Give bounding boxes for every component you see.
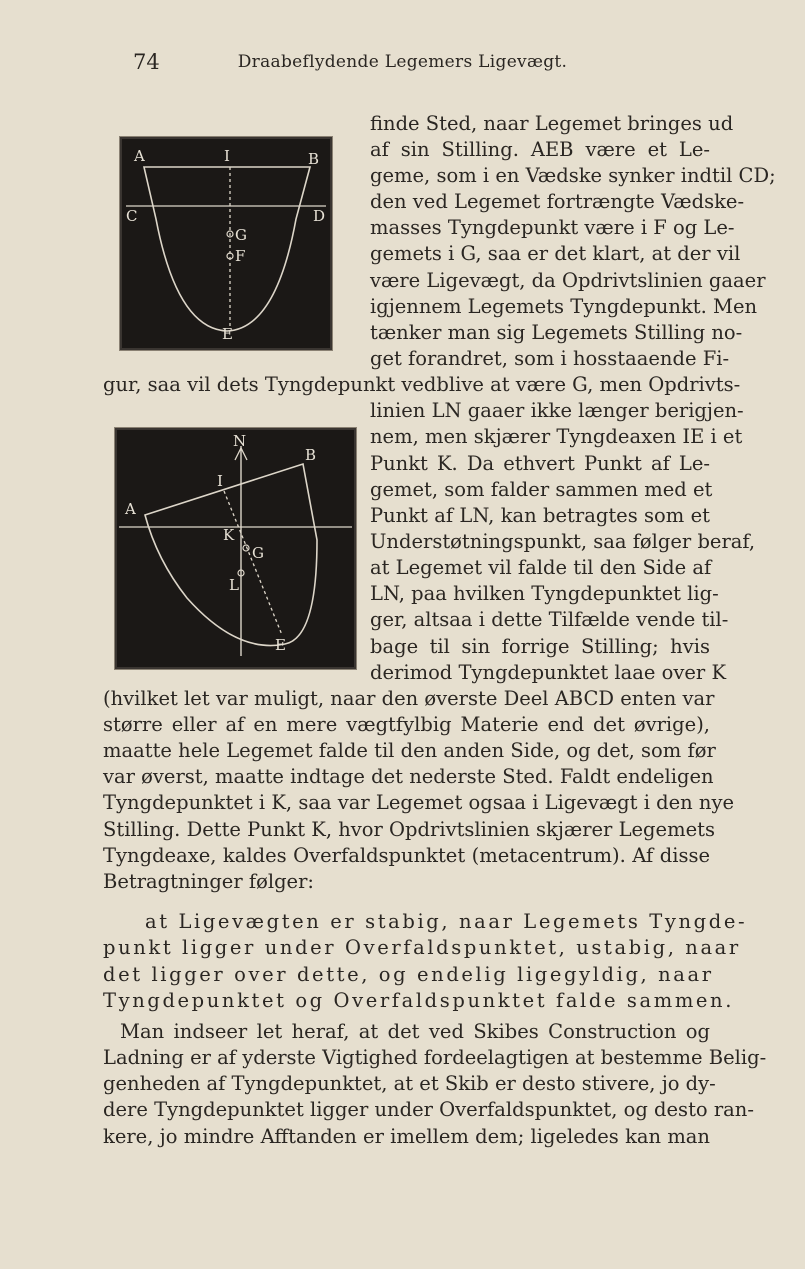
text-line: gur, saa vil dets Tyngdepunkt vedblive at være G, men Opdrivts- (103, 373, 741, 396)
page-number: 74 (133, 50, 160, 74)
text-line: LN, paa hvilken Tyngdepunktet lig- (370, 582, 719, 605)
text-line: Man indseer let heraf, at det ved Skibes Construction og (120, 1020, 710, 1043)
fig1-label-c: C (126, 207, 138, 225)
text-line: (hvilket let var muligt, naar den øverste Deel ABCD enten var (103, 687, 715, 710)
text-line: Tyngdepunktet i K, saa var Legemet ogsaa i Ligevægt i den nye (103, 791, 735, 814)
text-line: genheden af Tyngdepunktet, at et Skib er desto stivere, jo dy- (103, 1072, 716, 1095)
fig1-label-d: D (313, 207, 326, 225)
emphasis-line: punkt ligger under Overfaldspunktet, ustabig, naar (103, 936, 741, 959)
text-line: derimod Tyngdepunktet laae over K (370, 661, 727, 684)
text-line: Punkt af LN, kan betragtes som et (370, 504, 710, 527)
text-line: linien LN gaaer ikke længer berigjen- (370, 399, 744, 422)
text-line: Betragtninger følger: (103, 870, 314, 893)
figure-upright-body (120, 137, 332, 350)
figure-tilted-body (115, 428, 356, 669)
text-line: kere, jo mindre Afftanden er imellem dem; ligeledes kan man (103, 1125, 710, 1148)
text-line: gemet, som falder sammen med et (370, 478, 713, 501)
text-line: Tyngdeaxe, kaldes Overfaldspunktet (metacentrum). Af disse (103, 844, 710, 867)
running-title: Draabeflydende Legemers Ligevægt. (237, 52, 568, 72)
text-line: bage til sin forrige Stilling; hvis (370, 635, 710, 658)
text-line: ger, altsaa i dette Tilfælde vende til- (370, 608, 729, 631)
fig1-label-b: B (308, 150, 320, 168)
text-line: finde Sted, naar Legemet bringes ud (370, 112, 734, 135)
text-line: masses Tyngdepunkt være i F og Le- (370, 216, 735, 239)
text-line: var øverst, maatte indtage det nederste Sted. Faldt endeligen (103, 765, 714, 788)
text-line: at Legemet vil falde til den Side af (370, 556, 712, 579)
text-line: get forandret, som i hosstaaende Fi- (370, 347, 730, 370)
figure-tilted-diagram (117, 430, 354, 667)
fig1-label-g: G (235, 226, 247, 244)
fig2-label-e: E (275, 636, 286, 654)
text-line: Understøtningspunkt, saa følger beraf, (370, 530, 756, 553)
emphasis-line: Tyngdepunktet og Overfaldspunktet falde sammen. (103, 989, 735, 1012)
fig1-label-a: A (134, 147, 145, 165)
fig1-label-i: I (224, 147, 230, 165)
fig2-label-k: K (223, 526, 235, 544)
text-line: maatte hele Legemet falde til den anden Side, og det, som før (103, 739, 716, 762)
text-line: igjennem Legemets Tyngdepunkt. Men (370, 295, 758, 318)
fig2-label-l: L (229, 576, 239, 594)
text-line: gemets i G, saa er det klart, at der vil (370, 242, 741, 265)
text-line: dere Tyngdepunktet ligger under Overfaldspunktet, og desto ran- (103, 1098, 754, 1121)
fig1-label-f: F (235, 247, 246, 265)
fig2-label-a: A (125, 500, 136, 518)
fig2-label-b: B (305, 446, 317, 464)
page-header (0, 50, 805, 80)
text-line: den ved Legemet fortrængte Vædske- (370, 190, 745, 213)
fig2-label-g: G (252, 544, 264, 562)
text-line: Stilling. Dette Punkt K, hvor Opdrivtslinien skjærer Legemets (103, 818, 715, 841)
text-line: større eller af en mere vægtfylbig Materie end det øvrige), (103, 713, 710, 736)
emphasis-line: det ligger over dette, og endelig ligegyldig, naar (103, 963, 714, 986)
fig1-label-e: E (222, 325, 233, 343)
text-line: Ladning er af yderste Vigtighed fordeelagtigen at bestemme Belig- (103, 1046, 767, 1069)
text-line: være Ligevægt, da Opdrivtslinien gaaer (370, 269, 766, 292)
text-line: nem, men skjærer Tyngdeaxen IE i et (370, 425, 743, 448)
fig2-label-i: I (217, 472, 223, 490)
fig2-label-n: N (233, 432, 247, 450)
figure-upright-diagram (122, 139, 330, 348)
text-line: tænker man sig Legemets Stilling no- (370, 321, 743, 344)
emphasis-line: at Ligevægten er stabig, naar Legemets Tyngde- (145, 910, 748, 933)
text-line: Punkt K. Da ethvert Punkt af Le- (370, 452, 710, 475)
text-line: af sin Stilling. AEB være et Le- (370, 138, 710, 161)
text-line: geme, som i en Vædske synker indtil CD; (370, 164, 776, 187)
